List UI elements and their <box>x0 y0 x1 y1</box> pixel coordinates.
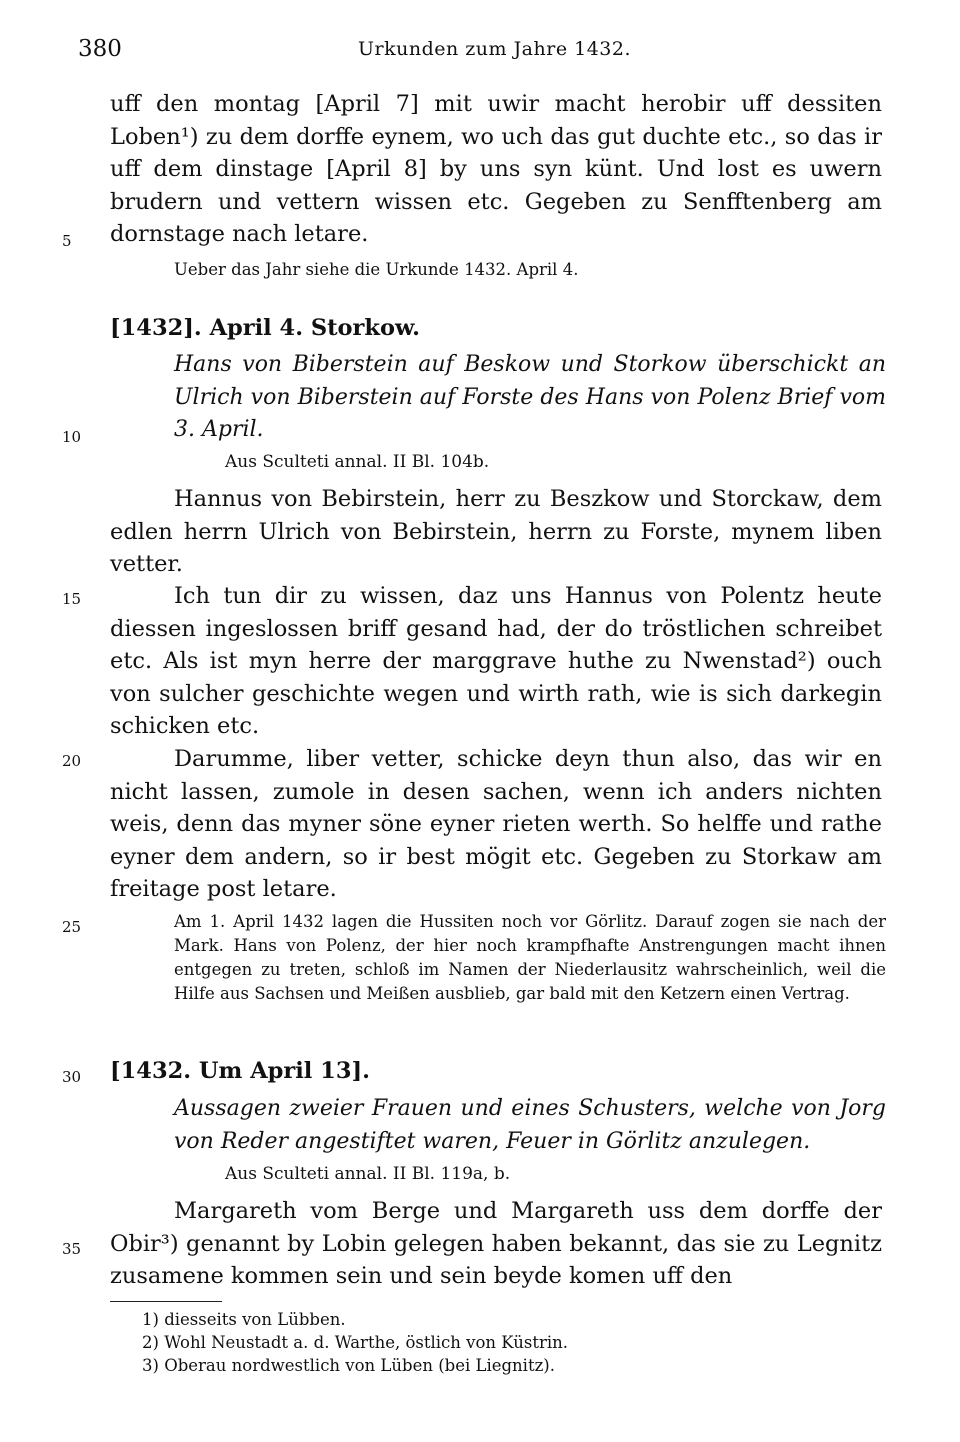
footnote-mark: 2) <box>142 1333 159 1352</box>
footnote <box>142 1354 555 1377</box>
source-reference: Aus Sculteti annal. II Bl. 104b. <box>225 452 490 472</box>
source-reference: Aus Sculteti annal. II Bl. 119a, b. <box>225 1164 511 1184</box>
line-number: 10 <box>62 428 82 446</box>
page-number: 380 <box>78 36 122 62</box>
document-regest: Hans von Biberstein auf Beskow und Storkow überschickt an Ulrich von Biberstein auf Forste des Hans von Polenz Brief vom 3. April. <box>174 352 886 442</box>
document-regest: Aussagen zweier Frauen und eines Schusters, welche von Jorg von Reder angestiftet waren, Feuer in Görlitz anzulegen. <box>174 1096 886 1154</box>
line-number: 5 <box>62 232 72 250</box>
footnote-mark: 1) <box>142 1310 159 1329</box>
footnote <box>142 1331 568 1354</box>
date-note: Ueber das Jahr siehe die Urkunde 1432. April 4. <box>174 260 579 279</box>
document-heading: [1432]. April 4. Storkow. <box>110 315 420 341</box>
footnote <box>142 1308 346 1331</box>
line-number: 35 <box>62 1240 82 1258</box>
continuation-text: uff den montag [April 7] mit uwir macht herobir uff dessiten Loben¹) zu dem dorffe eynem, wo uch das gut duchte etc., so das ir uff dem dinstage [April 8] by uns syn künt. Und lost es uwern brudern und vettern wissen etc. Gegeben zu Senfftenberg am dornstage nach letare. <box>110 91 882 247</box>
line-number: 25 <box>62 918 82 936</box>
document-paragraph: Margareth vom Berge und Margareth uss dem dorffe der Obir³) genannt by Lobin gelegen haben bekannt, das sie zu Legnitz zusamene kommen sein und sein beyde komen uff den <box>110 1198 882 1289</box>
footnote-text: diesseits von Lübben. <box>164 1310 346 1329</box>
document-paragraph: Darumme, liber vetter, schicke deyn thun also, das wir en nicht lassen, zumole in desen sachen, wenn ich anders nichten weis, denn das myner söne eyner rieten werth. So helffe und rathe eyner dem andern, so ir best mögit etc. Gegeben zu Storkaw am freitage post letare. <box>110 746 882 902</box>
footnote-text: Oberau nordwestlich von Lüben (bei Liegnitz). <box>164 1356 555 1375</box>
line-number: 20 <box>62 752 82 770</box>
running-title: Urkunden zum Jahre 1432. <box>358 38 632 60</box>
footnote-rule <box>110 1301 222 1302</box>
line-number: 30 <box>62 1068 82 1086</box>
page-header <box>78 36 898 66</box>
footnote-mark: 3) <box>142 1356 159 1375</box>
document-paragraph: Ich tun dir zu wissen, daz uns Hannus von Polentz heute diessen ingeslossen briff gesand had, der do tröstlichen schreibet etc. Als ist myn herre der marggrave huthe zu Nwenstad²) ouch von sulcher geschichte wegen und wirth rath, wie is sich darkegin schicken etc. <box>110 583 882 739</box>
line-number: 15 <box>62 590 82 608</box>
document-heading: [1432. Um April 13]. <box>110 1058 370 1084</box>
document-paragraph: Hannus von Bebirstein, herr zu Beszkow und Storckaw, dem edlen herrn Ulrich von Bebirstein, herrn zu Forste, mynem liben vetter. <box>110 486 882 577</box>
footnote-text: Wohl Neustadt a. d. Warthe, östlich von Küstrin. <box>164 1333 569 1352</box>
commentary-note: Am 1. April 1432 lagen die Hussiten noch vor Görlitz. Darauf zogen sie nach der Mark. Hans von Polenz, der hier noch krampfhafte Anstrengungen macht ihnen entgegen zu treten, schloß im Namen der Niederlausitz wahrscheinlich, weil die Hilfe aus Sachsen und Meißen ausblieb, gar bald mit den Ketzern einen Vertrag. <box>174 912 886 1003</box>
